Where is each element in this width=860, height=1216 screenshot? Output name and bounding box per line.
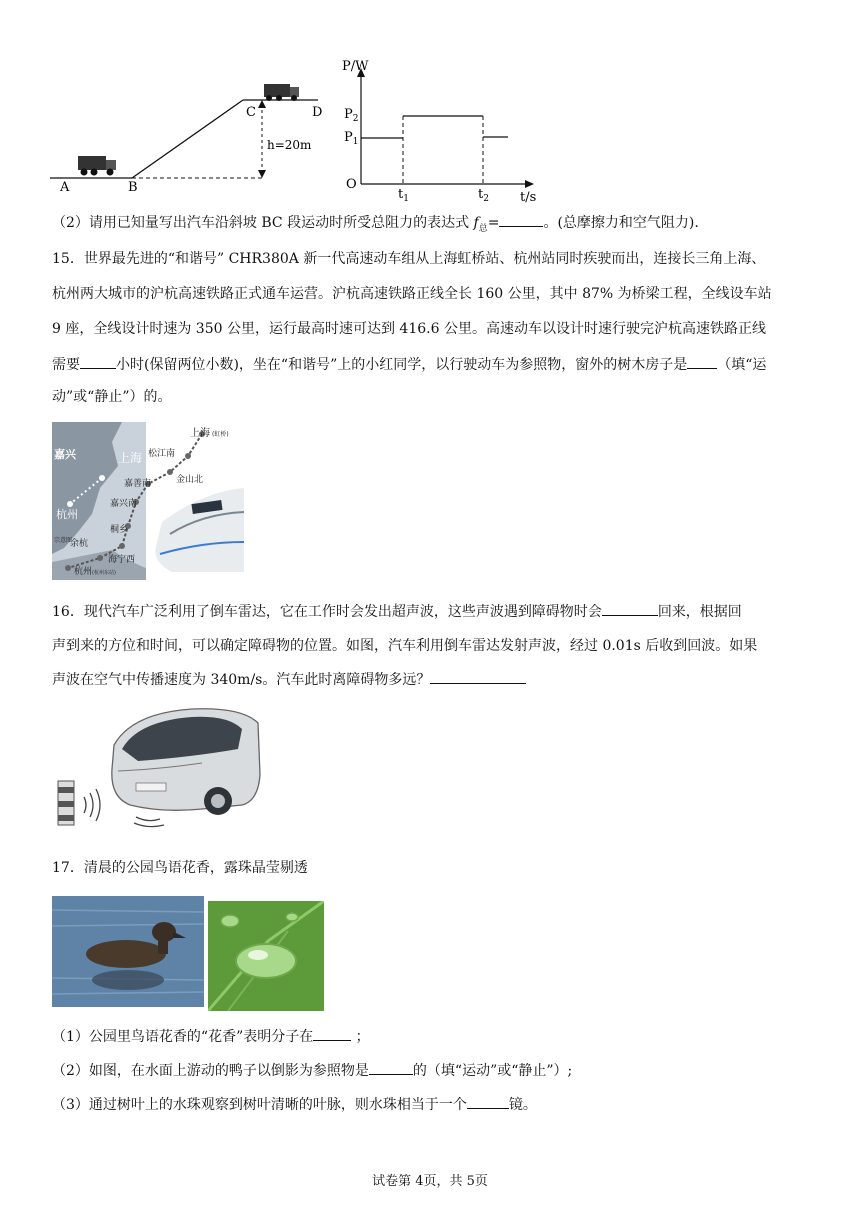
power-time-graph [338, 56, 548, 204]
q17-p1-b: ； [351, 1029, 370, 1045]
map-label-hangzhou: 杭州 [74, 567, 93, 577]
q16-line3-text: 声波在空气中传播速度为 340m/s。汽车此时离障碍物多远？ [52, 672, 431, 688]
q15-line3: 9 座，全线设计时速为 350 公里，运行最高时速可达到 416.6 公里。高速动车以设计时速行驶完沪杭高速铁路正线 [52, 321, 766, 337]
q17-molecule-blank[interactable] [313, 1026, 351, 1041]
map-label-hainingxi: 海宁西 [108, 555, 136, 565]
q15-line4-a: 需要 [52, 357, 80, 373]
p2-label: $P_2$ [344, 107, 359, 124]
truck-icon-bottom [78, 156, 116, 176]
truck-icon-top [264, 84, 299, 101]
point-d: D [312, 105, 323, 120]
map-label-yuhang: 余杭 [70, 539, 89, 549]
q17-title: 17．清晨的公园鸟语花香，露珠晶莹剔透 [52, 860, 308, 876]
page-footer: 试卷第 4页，共 5页 [372, 1174, 488, 1189]
map-label-shanghai: 上海 [190, 428, 210, 439]
rail-map-figure [52, 422, 244, 580]
q15-line4-b: 小时(保留两位小数)，坐在“和谐号”上的小红同学，以行驶动车为参照物，窗外的树木房子是 [116, 357, 688, 373]
q14-part2-post: 。(总摩擦力和空气阻力). [543, 215, 699, 231]
q17-p2-b: 的（填“运动”或“静止”）; [412, 1063, 573, 1079]
q15-line4 [52, 354, 766, 375]
q14-answer-blank[interactable] [499, 212, 543, 227]
q17-part1 [52, 1026, 370, 1047]
q15-line1: 15．世界最先进的“和谐号” CHR380A 新一代高速动车组从上海虹桥站、杭州站同时疾驶而出，连接长三角上海、 [52, 251, 766, 267]
q15-state-blank[interactable] [687, 354, 717, 369]
q16-line1-b: 回来，根据回 [657, 604, 742, 620]
t1-label: $t_1$ [398, 187, 409, 204]
q17-lens-blank[interactable] [467, 1094, 509, 1109]
car-icon [112, 709, 260, 815]
q15-line4-c: （填“运 [717, 357, 767, 373]
q14-eq: = [487, 215, 500, 231]
car-radar-figure [52, 705, 262, 830]
map-label-jinshanbei: 金山北 [176, 475, 204, 485]
p1-label: $P_1$ [344, 130, 359, 147]
t2-label: $t_2$ [478, 187, 489, 204]
map-label-hongqiao: (虹桥) [212, 431, 229, 438]
q17-p3-b: 镜。 [508, 1097, 537, 1113]
q16-line1-a: 16．现代汽车广泛利用了倒车雷达，它在工作时会发出超声波，这些声波遇到障碍物时会 [52, 604, 602, 620]
point-b: B [128, 180, 138, 195]
map-label-hangzhou-left: 杭州 [56, 508, 78, 521]
map-label-tongxiang: 桐乡 [110, 525, 129, 535]
q17-p3-a: （3）通过树叶上的水珠观察到树叶清晰的叶脉，则水珠相当于一个 [52, 1097, 467, 1113]
x-axis-label: t/s [520, 190, 537, 204]
q17-motion-blank[interactable] [369, 1060, 413, 1075]
barrier-icon [58, 781, 74, 825]
q14-var: f [473, 215, 479, 231]
q17-part2 [52, 1060, 572, 1081]
leaf-droplet-photo [208, 901, 324, 1011]
point-a: A [60, 180, 70, 195]
q17-part3 [52, 1094, 537, 1115]
map-label-schematic: 宗意图 [54, 537, 73, 544]
q14-var-sub: 总 [478, 223, 488, 234]
q14-part2-line [52, 212, 699, 239]
height-label: h=20m [267, 138, 312, 152]
map-label-jiaxingnan: 嘉兴南 [110, 499, 138, 509]
y-axis-label: P/W [342, 59, 369, 74]
duck-photo [52, 896, 204, 1007]
slope-figure [50, 70, 340, 195]
q17-p1-a: （1）公园里鸟语花香的“花香”表明分子在 [52, 1029, 314, 1045]
q15-hours-blank[interactable] [80, 354, 116, 369]
q16-line1 [52, 601, 742, 622]
point-c: C [246, 105, 256, 120]
q16-line3 [52, 669, 526, 690]
q16-distance-blank[interactable] [430, 669, 526, 684]
map-label-jiashannan: 嘉善南 [124, 479, 152, 489]
q15-line2: 杭州两大城市的沪杭高速铁路正式通车运营。沪杭高速铁路正线全长 160 公里，其中 87% 为桥梁工程，全线设车站 [52, 286, 772, 302]
map-label-jiaxing: 嘉兴 [54, 448, 76, 461]
q16-reflect-blank[interactable] [602, 601, 658, 616]
q17-p2-a: （2）如图，在水面上游动的鸭子以倒影为参照物是 [52, 1063, 369, 1079]
map-label-hangzhou-east: (杭州东站) [92, 570, 116, 576]
origin-label: O [346, 177, 357, 192]
map-label-songjiangnan: 松江南 [148, 449, 176, 459]
q14-part2-text: （2）请用已知量写出汽车沿斜坡 BC 段运动时所受总阻力的表达式 [52, 215, 474, 231]
q15-line5: 动”或“静止”）的。 [52, 389, 172, 405]
q16-line2: 声到来的方位和时间，可以确定障碍物的位置。如图，汽车利用倒车雷达发射声波，经过 0.01s 后收到回波。如果 [52, 638, 758, 654]
map-label-shanghai-left: 上海 [118, 451, 143, 465]
